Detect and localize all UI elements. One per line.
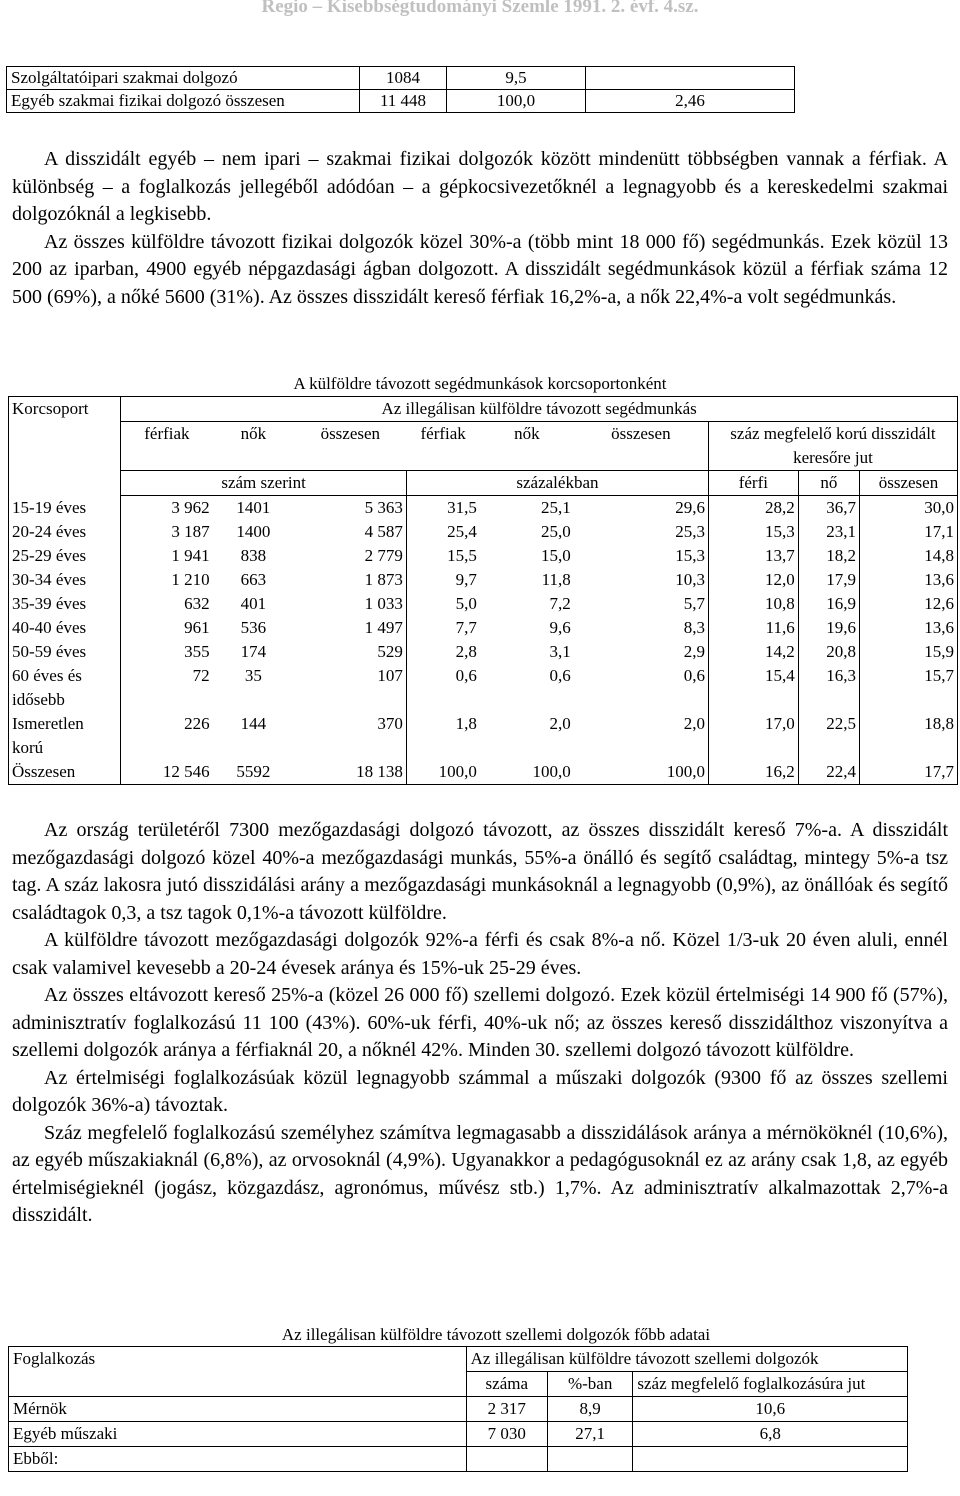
table-cell: 2,8 — [406, 640, 479, 664]
table-cell: 8,9 — [547, 1397, 632, 1422]
table-row — [9, 496, 958, 521]
paragraph: Az összes eltávozott kereső 25%-a (közel 26 000 fő) szellemi dolgozó. Ezek közül értelmiségi 14 900 fő (57%), adminisztratív foglalkozású 11 100 (43%). 60%-uk férfi, 40%-uk nő; az összes kereső disszidálthoz viszonyítva a szellemi dolgozók aránya a férfiaknál 20, a nőknél 42%. Minden 30. szellemi dolgozó távozott külföldre. — [12, 984, 948, 1061]
table-cell: 25,3 — [675, 522, 705, 541]
table-cell: 0,6 — [683, 666, 705, 685]
table-cell: 2,0 — [549, 714, 571, 733]
table-cell: 3 187 — [171, 522, 210, 541]
table-row — [9, 592, 958, 616]
percent-cell: 9,5 — [447, 67, 586, 90]
table-cell: 10,6 — [633, 1397, 908, 1422]
table-cell: 7,2 — [549, 594, 571, 613]
table-cell: 10,3 — [675, 570, 705, 589]
table-cell: 18 138 — [294, 760, 406, 785]
table-row — [9, 1447, 908, 1472]
col-header: nők — [514, 424, 540, 443]
table-cell: 17,0 — [708, 712, 798, 760]
table-cell: 14,8 — [859, 544, 957, 568]
col-header: száma — [466, 1372, 547, 1397]
age-group-label: 25-29 éves — [9, 544, 121, 568]
age-group-label: 40-40 éves — [9, 616, 121, 640]
age-group-label: 60 éves és idősebb — [9, 664, 121, 712]
count-cell: 1084 — [360, 67, 447, 90]
table-cell: 16,9 — [798, 592, 859, 616]
table-cell: 5,7 — [683, 594, 705, 613]
col-header: nők — [240, 424, 267, 443]
group-header: Az illegálisan külföldre távozott szellemi dolgozók — [466, 1347, 907, 1372]
rate-col-male: férfi — [708, 471, 798, 496]
table-cell: 15,3 — [708, 520, 798, 544]
age-table — [8, 396, 958, 785]
age-group-label: 30-34 éves — [9, 568, 121, 592]
table-cell: 15,3 — [675, 546, 705, 565]
table-cell: 632 — [184, 594, 210, 613]
table-cell: 15,4 — [708, 664, 798, 712]
paragraph: Az ország területéről 7300 mezőgazdasági dolgozó távozott, az összes disszidált kereső 7%-a. A disszidált mezőgazdasági dolgozó közel 40%-a mezőgazdasági munkás, 55%-a önálló és segítő családtag, mintegy 5%-a tsz tag. A száz lakosra jutó disszidálási arány a mezőgazdasági munkásoknál a legnagyobb (0,9%), az önállóak és segítő családtagok 0,3, a tsz tagok 0,1%-a távozott külföldre. — [12, 819, 948, 924]
row-label: Szolgáltatóipari szakmai dolgozó — [7, 67, 360, 90]
table-cell: 1 873 — [364, 570, 403, 589]
table-cell: 12,0 — [708, 568, 798, 592]
table-cell: 23,1 — [798, 520, 859, 544]
table-cell: 4 587 — [364, 522, 403, 541]
table-cell: 19,6 — [798, 616, 859, 640]
table-row — [9, 568, 958, 592]
table-cell: 1 033 — [364, 594, 403, 613]
col-header: összesen — [320, 424, 381, 443]
table-row — [9, 544, 958, 568]
table-cell: 11,8 — [541, 570, 571, 589]
age-group-label: 50-59 éves — [9, 640, 121, 664]
table-cell: 2,9 — [683, 642, 705, 661]
table-cell: 20,8 — [798, 640, 859, 664]
paragraph: A disszidált egyéb – nem ipari – szakmai fizikai dolgozók között mindenütt többségben vannak a férfiak. A különbség – a foglalkozás jellegéből adódóan – a gépkocsivezetőknél a legnagyobb és a kereskedelmi szakmai dolgozóknál a legkisebb. — [12, 148, 948, 225]
table-cell: 838 — [240, 546, 267, 565]
table-cell: 1401 — [236, 498, 271, 517]
table-cell: 28,2 — [708, 496, 798, 521]
paragraph: Száz megfelelő foglalkozású személyhez számítva legmagasabb a disszidálások aránya a mérnököknél (10,6%), az egyéb műszakiaknál (6,8%), az orvosoknál (4,9%). Ugyanakkor a pedagógusoknál ez az arány csak 1,8, az egyéb értelmiségieknél (jogász, közgazdász, agronómus, művész stb.) 1,7%. Az adminisztratív alkalmazottak 2,7%-a disszidált. — [12, 1121, 948, 1226]
table-cell: 3 962 — [171, 498, 210, 517]
occupation-label: Ebből: — [9, 1447, 467, 1472]
row-header: Korcsoport — [9, 397, 121, 471]
table-cell: 13,7 — [708, 544, 798, 568]
table-cell: 144 — [240, 714, 267, 733]
table-cell: 8,3 — [683, 618, 705, 637]
group-header: Az illegálisan külföldre távozott segédmunkás — [121, 397, 958, 422]
age-group-label: 20-24 éves — [9, 520, 121, 544]
table-cell: 25,1 — [541, 498, 571, 517]
table-cell: 12 546 — [121, 760, 213, 785]
table-cell: 100,0 — [406, 760, 479, 785]
col-header: férfiak — [420, 424, 466, 443]
table-cell: 16,3 — [798, 664, 859, 712]
table-cell: 100,0 — [480, 760, 574, 785]
table-cell: 17,9 — [798, 568, 859, 592]
table-cell: 0,6 — [406, 664, 479, 712]
paragraph: Az értelmiségi foglalkozásúak közül legnagyobb számmal a műszaki dolgozók (9300 fő az összes szellemi dolgozók 36%-a) távoztak. — [12, 1066, 948, 1116]
count-cell: 11 448 — [360, 90, 447, 113]
table-cell: 5,0 — [406, 592, 479, 616]
table-cell: 2 779 — [364, 546, 403, 565]
table-cell: 1 497 — [364, 618, 403, 637]
table-cell: 30,0 — [859, 496, 957, 521]
table-row — [9, 760, 958, 785]
table-cell: 529 — [377, 642, 403, 661]
col-header: férfiak — [144, 424, 190, 443]
col-header: %-ban — [547, 1372, 632, 1397]
table-cell: 25,0 — [541, 522, 571, 541]
table-row — [9, 520, 958, 544]
table-cell: 1 210 — [171, 570, 210, 589]
age-group-label: 35-39 éves — [9, 592, 121, 616]
table-cell: 31,5 — [406, 496, 479, 521]
table-cell: 15,0 — [541, 546, 571, 565]
table-cell: 107 — [377, 666, 403, 685]
age-table-caption: A külföldre távozott segédmunkások korcsoportonként — [293, 374, 667, 393]
table-row — [7, 67, 795, 90]
table-cell — [633, 1447, 908, 1472]
percent-cell: 100,0 — [447, 90, 586, 113]
table-cell: 1400 — [236, 522, 271, 541]
table-cell: 13,6 — [859, 568, 957, 592]
table-cell: 15,9 — [859, 640, 957, 664]
table-cell: 1 941 — [171, 546, 210, 565]
occupation-label: Egyéb műszaki — [9, 1422, 467, 1447]
table-cell: 22,4 — [798, 760, 859, 785]
table-cell: 36,7 — [798, 496, 859, 521]
table-cell: 15,5 — [406, 544, 479, 568]
table-cell: 5592 — [213, 760, 295, 785]
table-cell: 6,8 — [633, 1422, 908, 1447]
col-header: száz megfelelő foglalkozásúra jut — [633, 1372, 908, 1397]
table-cell: 961 — [184, 618, 210, 637]
table-cell: 15,7 — [859, 664, 957, 712]
table-cell: 14,2 — [708, 640, 798, 664]
table-cell: 72 — [192, 666, 210, 685]
table-cell: 536 — [240, 618, 267, 637]
table-cell: 355 — [184, 642, 210, 661]
table-cell: 25,4 — [406, 520, 479, 544]
table-cell — [547, 1447, 632, 1472]
rate-cell: 2,46 — [586, 90, 795, 113]
table-cell: 2 317 — [466, 1397, 547, 1422]
table-row — [9, 712, 958, 760]
table-cell: 0,6 — [549, 666, 571, 685]
table-cell: 12,6 — [859, 592, 957, 616]
table-cell: 401 — [240, 594, 267, 613]
top-table — [6, 66, 795, 113]
table-cell: 9,7 — [406, 568, 479, 592]
table-cell: 17,7 — [859, 760, 957, 785]
table-cell: 35 — [244, 666, 262, 685]
table-cell: 10,8 — [708, 592, 798, 616]
paragraph-block-1 — [12, 146, 948, 311]
table-cell: 18,2 — [798, 544, 859, 568]
table-cell: 174 — [240, 642, 267, 661]
table-cell: 663 — [240, 570, 267, 589]
table-cell: 2,0 — [683, 714, 705, 733]
table-cell: 22,5 — [798, 712, 859, 760]
table-cell: 18,8 — [859, 712, 957, 760]
table-cell: 370 — [377, 714, 403, 733]
paragraph: A külföldre távozott mezőgazdasági dolgozók 92%-a férfi és csak 8%-a nő. Közel 1/3-uk 20 éven aluli, ennél csak valamivel kevesebb a 20-24 évesek aránya és 15%-uk 25-29 éves. — [12, 929, 948, 979]
rate-header: száz megfelelő korú disszidált keresőre jut — [708, 422, 957, 471]
age-group-label: Ismeretlen korú — [9, 712, 121, 760]
table-cell: 7 030 — [466, 1422, 547, 1447]
table-row — [9, 1397, 908, 1422]
unit-number: szám szerint — [121, 471, 407, 496]
table-cell — [466, 1447, 547, 1472]
table-cell: 16,2 — [708, 760, 798, 785]
occupation-table — [8, 1346, 908, 1472]
col-header: összesen — [611, 424, 671, 443]
table-row — [7, 90, 795, 113]
paragraph: Az összes külföldre távozott fizikai dolgozók közel 30%-a (több mint 18 000 fő) segédmunkás. Ezek közül 13 200 az iparban, 4900 egyéb népgazdasági ágban dolgozott. A disszidált segédmunkások közül a férfiak száma 12 500 (69%), a nőké 5600 (31%). Az összes disszidált kereső férfiak 16,2%-a, a nők 22,4%-a volt segédmunkás. — [12, 230, 948, 308]
age-group-label: 15-19 éves — [9, 496, 121, 521]
unit-percent: százalékban — [406, 471, 708, 496]
table-cell: 27,1 — [547, 1422, 632, 1447]
occupation-label: Mérnök — [9, 1397, 467, 1422]
table-cell: 17,1 — [859, 520, 957, 544]
table-cell: 13,6 — [859, 616, 957, 640]
paragraph-block-2 — [12, 817, 948, 1230]
table-cell: 3,1 — [549, 642, 571, 661]
table-cell: 9,6 — [549, 618, 571, 637]
rate-col-total: összesen — [859, 471, 957, 496]
table-cell: 11,6 — [708, 616, 798, 640]
table-cell: 1,8 — [406, 712, 479, 760]
table-row — [9, 640, 958, 664]
table-cell: 29,6 — [675, 498, 705, 517]
table-row — [9, 616, 958, 640]
running-header: Regio – Kisebbségtudományi Szemle 1991. 2. évf. 4.sz. — [261, 0, 699, 17]
row-label: Egyéb szakmai fizikai dolgozó összesen — [7, 90, 360, 113]
table-cell: 226 — [184, 714, 210, 733]
rate-col-female: nő — [798, 471, 859, 496]
table-row — [9, 1422, 908, 1447]
rate-cell — [586, 67, 795, 90]
age-group-label: Összesen — [9, 760, 121, 785]
table-row — [9, 664, 958, 712]
occ-table-caption: Az illegálisan külföldre távozott szellemi dolgozók főbb adatai — [281, 1325, 711, 1344]
row-header: Foglalkozás — [9, 1347, 467, 1397]
table-cell: 7,7 — [406, 616, 479, 640]
table-cell: 5 363 — [364, 498, 403, 517]
table-cell: 100,0 — [574, 760, 709, 785]
